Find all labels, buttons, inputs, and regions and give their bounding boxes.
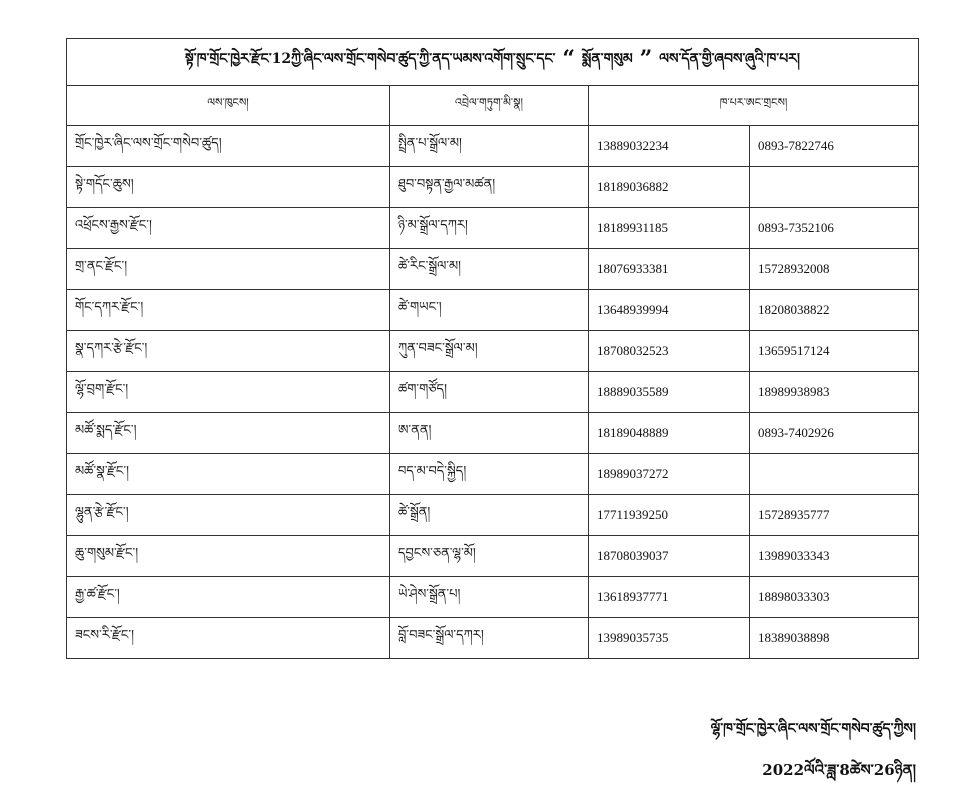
table-row — [67, 249, 919, 290]
title-part1: སྟོ་ཁ་གྲོང་ཁྱེར་རྫོང་12ཀྱི་ཞིང་ལས་གྲོང་གསེབ་ཚུད་ཀྱི་ནད་ཡམས་འགོག་སྲུང་དང་ — [185, 51, 556, 67]
cell-unit: ཆུ་གསུམ་རྫོང་། — [67, 536, 390, 577]
cell-contact-person: ཨ་ནན། — [390, 413, 589, 454]
cell-phone-1: 18989037272 — [589, 454, 750, 495]
cell-phone-2: 13989033343 — [750, 536, 919, 577]
table-row — [67, 495, 919, 536]
cell-unit: མཚོ་སྨད་རྫོང་། — [67, 413, 390, 454]
cell-unit: མཚོ་སྣ་རྫོང་། — [67, 454, 390, 495]
cell-phone-2: 13659517124 — [750, 331, 919, 372]
cell-phone-2 — [750, 454, 919, 495]
title-row — [67, 39, 919, 86]
cell-unit: སྟེ་གདོང་ཆུས། — [67, 167, 390, 208]
column-header-contact-person: འབྲེལ་གཏུག་མི་སྣ། — [390, 86, 589, 126]
cell-contact-person: བློ་བཟང་སྒྲོལ་དཀར། — [390, 618, 589, 659]
cell-phone-1: 18189931185 — [589, 208, 750, 249]
cell-contact-person: ཚེ་སྒྲོན། — [390, 495, 589, 536]
cell-phone-2: 18989938983 — [750, 372, 919, 413]
title-quoted: སྨོན་གསུམ — [581, 51, 633, 67]
table-row — [67, 167, 919, 208]
table-row — [67, 208, 919, 249]
cell-phone-1: 18708032523 — [589, 331, 750, 372]
title-quote-close: ” — [639, 46, 653, 72]
header-row — [67, 86, 919, 126]
table-row — [67, 290, 919, 331]
cell-unit: ལྷུན་རྩེ་རྫོང་། — [67, 495, 390, 536]
table-row — [67, 413, 919, 454]
column-header-unit: ལས་ཁུངས། — [67, 86, 390, 126]
cell-phone-1: 13989035735 — [589, 618, 750, 659]
cell-contact-person: བད་མ་བདེ་སྐྱིད། — [390, 454, 589, 495]
contact-table — [66, 38, 919, 659]
cell-contact-person: ཉི་མ་སྒྲོལ་དཀར། — [390, 208, 589, 249]
cell-phone-2: 0893-7352106 — [750, 208, 919, 249]
cell-unit: གོང་དཀར་རྫོང་། — [67, 290, 390, 331]
table-row — [67, 577, 919, 618]
cell-phone-1: 13889032234 — [589, 126, 750, 167]
cell-unit: འཕྲོངས་རྒྱས་རྫོང་། — [67, 208, 390, 249]
cell-phone-1: 18708039037 — [589, 536, 750, 577]
cell-phone-2: 0893-7822746 — [750, 126, 919, 167]
cell-contact-person: ཡེ་ཤེས་སྒྲོན་པ། — [390, 577, 589, 618]
cell-contact-person: སྤྲིན་པ་སྒྲོལ་མ། — [390, 126, 589, 167]
title-quote-open: “ — [562, 46, 575, 72]
cell-contact-person: ཐུབ་བསྟན་རྒྱལ་མཚན། — [390, 167, 589, 208]
cell-unit: གྲོང་ཁྱེར་ཞིང་ལས་གྲོང་གསེབ་ཚུད། — [67, 126, 390, 167]
table-row — [67, 331, 919, 372]
cell-unit: གྲ་ནང་རྫོང་། — [67, 249, 390, 290]
cell-unit: ཟངས་རི་རྫོང་། — [67, 618, 390, 659]
document-title — [67, 39, 919, 86]
footer-date: 2022ལོའི་ཟླ་8ཚེས་26ཉིན། — [762, 761, 916, 779]
cell-unit: སྣ་དཀར་རྩེ་རྫོང་། — [67, 331, 390, 372]
title-part2: ལས་དོན་གྱི་ཞབས་ཞུའི་ཁ་པར། — [659, 51, 801, 67]
cell-contact-person: ཚེ་རིང་སྒྲོལ་མ། — [390, 249, 589, 290]
cell-phone-1: 18189048889 — [589, 413, 750, 454]
cell-contact-person: ཚག་གཙོད། — [390, 372, 589, 413]
cell-contact-person: ཀུན་བཟང་སྒྲོལ་མ། — [390, 331, 589, 372]
table-row — [67, 618, 919, 659]
cell-unit: ལྷོ་བྲག་རྫོང་། — [67, 372, 390, 413]
cell-phone-2: 0893-7402926 — [750, 413, 919, 454]
cell-phone-2: 18208038822 — [750, 290, 919, 331]
table-row — [67, 536, 919, 577]
cell-phone-1: 18189036882 — [589, 167, 750, 208]
cell-phone-2: 18389038898 — [750, 618, 919, 659]
table-row — [67, 126, 919, 167]
table-row — [67, 454, 919, 495]
cell-phone-1: 13648939994 — [589, 290, 750, 331]
cell-phone-1: 18889035589 — [589, 372, 750, 413]
footer-organization: ལྷོ་ཁ་གྲོང་ཁྱེར་ཞིང་ལས་གྲོང་གསེབ་ཚུད་ཀྱིས། — [710, 721, 916, 737]
cell-phone-1: 18076933381 — [589, 249, 750, 290]
cell-contact-person: དབྱངས་ཅན་ལྷ་མོ། — [390, 536, 589, 577]
cell-phone-2: 18898033303 — [750, 577, 919, 618]
cell-phone-2: 15728932008 — [750, 249, 919, 290]
cell-phone-2: 15728935777 — [750, 495, 919, 536]
cell-contact-person: ཚེ་གཡང་། — [390, 290, 589, 331]
cell-phone-1: 17711939250 — [589, 495, 750, 536]
cell-phone-1: 13618937771 — [589, 577, 750, 618]
table-row — [67, 372, 919, 413]
column-header-phone: ཁ་པར་ཨང་གྲངས། — [589, 86, 919, 126]
cell-unit: རྒྱ་ཚ་རྫོང་། — [67, 577, 390, 618]
cell-phone-2 — [750, 167, 919, 208]
